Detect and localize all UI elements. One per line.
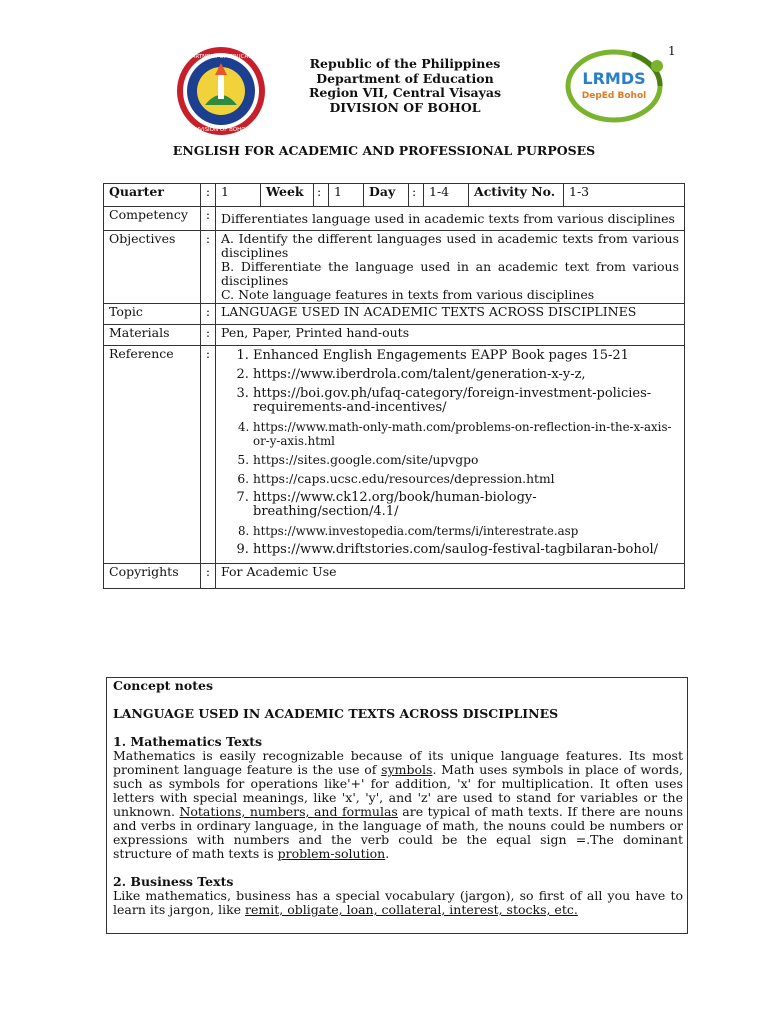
svg-text:LRMDS: LRMDS bbox=[582, 69, 646, 88]
quarter-label: Quarter bbox=[104, 184, 201, 207]
underlined-term: symbols bbox=[381, 762, 433, 777]
deped-seal-logo bbox=[175, 45, 267, 137]
svg-text:DepEd Bohol: DepEd Bohol bbox=[581, 91, 647, 101]
day-value: 1-4 bbox=[424, 184, 469, 206]
underlined-term: problem-solution bbox=[277, 846, 386, 861]
reference-label: Reference bbox=[104, 346, 201, 564]
week-label: Week bbox=[261, 184, 314, 206]
quarter-week-day-activity bbox=[216, 184, 684, 206]
colon: : bbox=[201, 346, 216, 564]
math-texts-paragraph: Mathematics is easily recognizable because of its unique language features. Its most prominent language feature is the use of symbols. Math uses symbols in place of words, such as symbols for operations like'+' for addition, 'x' for multiplication. It often uses letters with special meanings, like 'x', 'y', and 'z' are used to stand for variables or the unknown. Notations, numbers, and formulas are typical of math texts. If there are nouns and verbs in ordinary language, in the language of math, the nouns could be numbers or expressions with numbers and the verb could be the equal sign =.The dominant structure of math texts is problem-solution. bbox=[113, 748, 684, 861]
reference-list bbox=[221, 349, 679, 557]
list-item: 5. https://sites.google.com/site/upvgpo bbox=[253, 453, 679, 467]
table-row-materials bbox=[104, 325, 685, 346]
reference-cell bbox=[216, 346, 685, 564]
competency-label: Competency bbox=[104, 207, 201, 231]
list-item: 7. https://www.ck12.org/book/human-biology-breathing/section/4.1/ bbox=[253, 491, 679, 519]
svg-text:DIVISION OF BOHOL: DIVISION OF BOHOL bbox=[193, 127, 249, 133]
objective-b: B. Differentiate the language used in an academic text from various disciplines bbox=[221, 259, 679, 288]
table-row-competency bbox=[104, 207, 685, 231]
colon: : bbox=[201, 564, 216, 589]
topic-value: LANGUAGE USED IN ACADEMIC TEXTS ACROSS DISCIPLINES bbox=[216, 304, 685, 325]
concept-notes-box bbox=[106, 677, 688, 934]
underlined-term: Notations, numbers, and formulas bbox=[179, 804, 398, 819]
colon: : bbox=[201, 304, 216, 325]
header-line-division: DIVISION OF BOHOL bbox=[329, 99, 481, 115]
day-label: Day bbox=[364, 184, 409, 206]
topic-label: Topic bbox=[104, 304, 201, 325]
copyrights-value: For Academic Use bbox=[216, 564, 685, 589]
materials-label: Materials bbox=[104, 325, 201, 346]
copyrights-label: Copyrights bbox=[104, 564, 201, 589]
list-item: 8. https://www.investopedia.com/terms/i/interestrate.asp bbox=[253, 524, 679, 538]
document-header bbox=[270, 57, 540, 115]
list-item: 9. https://www.driftstories.com/saulog-festival-tagbilaran-bohol/ bbox=[253, 543, 679, 557]
underlined-term: remit, obligate, loan, collateral, interest, stocks, etc. bbox=[245, 902, 578, 917]
header-line-republic: Republic of the Philippines bbox=[309, 56, 501, 71]
colon: : bbox=[201, 184, 216, 207]
lrmds-logo bbox=[562, 44, 670, 124]
page-number: 1 bbox=[668, 44, 676, 58]
list-item: 2. https://www.iberdrola.com/talent/generation-x-y-z, bbox=[253, 368, 679, 382]
colon: : bbox=[201, 207, 216, 231]
concept-heading: LANGUAGE USED IN ACADEMIC TEXTS ACROSS DISCIPLINES bbox=[113, 706, 559, 721]
header-line-region: Region VII, Central Visayas bbox=[308, 85, 502, 100]
objectives-list bbox=[216, 231, 685, 304]
business-texts-paragraph: Like mathematics, business has a special vocabulary (jargon), so first of all you have to learn its jargon, like remit, obligate, loan, collateral, interest, stocks, etc. bbox=[113, 888, 683, 917]
list-item: 6. https://caps.ucsc.edu/resources/depression.html bbox=[253, 472, 679, 486]
objective-a: A. Identify the different languages used in academic texts from various disciplines bbox=[221, 231, 679, 260]
objectives-label: Objectives bbox=[104, 231, 201, 304]
colon: : bbox=[314, 184, 329, 206]
business-texts-heading: 2. Business Texts bbox=[113, 874, 234, 889]
table-row-reference bbox=[104, 346, 685, 564]
list-item: 4. https://www.math-only-math.com/problems-on-reflection-in-the-x-axis-or-y-axis.html bbox=[253, 420, 679, 448]
list-item: 1. Enhanced English Engagements EAPP Book pages 15-21 bbox=[253, 349, 679, 363]
table-row-quarter bbox=[104, 184, 685, 207]
concept-notes-label: Concept notes bbox=[113, 678, 213, 693]
document-title: ENGLISH FOR ACADEMIC AND PROFESSIONAL PURPOSES bbox=[172, 143, 596, 158]
activity-label: Activity No. bbox=[469, 184, 564, 206]
table-row-copyrights bbox=[104, 564, 685, 589]
colon: : bbox=[201, 231, 216, 304]
lesson-info-table bbox=[103, 183, 685, 589]
table-row-objectives bbox=[104, 231, 685, 304]
svg-text:DEPARTMENT OF EDUCATION: DEPARTMENT OF EDUCATION bbox=[180, 54, 262, 60]
objective-c: C. Note language features in texts from various disciplines bbox=[221, 287, 595, 302]
colon: : bbox=[409, 184, 424, 206]
list-item: 3. https://boi.gov.ph/ufaq-category/foreign-investment-policies-requirements-and-incentives/ bbox=[253, 387, 679, 415]
competency-value: Differentiates language used in academic texts from various disciplines bbox=[216, 207, 685, 231]
header-line-department: Department of Education bbox=[316, 70, 494, 86]
week-value: 1 bbox=[329, 184, 364, 206]
colon: : bbox=[201, 325, 216, 346]
math-texts-heading: 1. Mathematics Texts bbox=[113, 734, 263, 749]
quarter-value: 1 bbox=[216, 184, 261, 206]
activity-value: 1-3 bbox=[569, 184, 590, 199]
materials-value: Pen, Paper, Printed hand-outs bbox=[216, 325, 685, 346]
table-row-topic bbox=[104, 304, 685, 325]
